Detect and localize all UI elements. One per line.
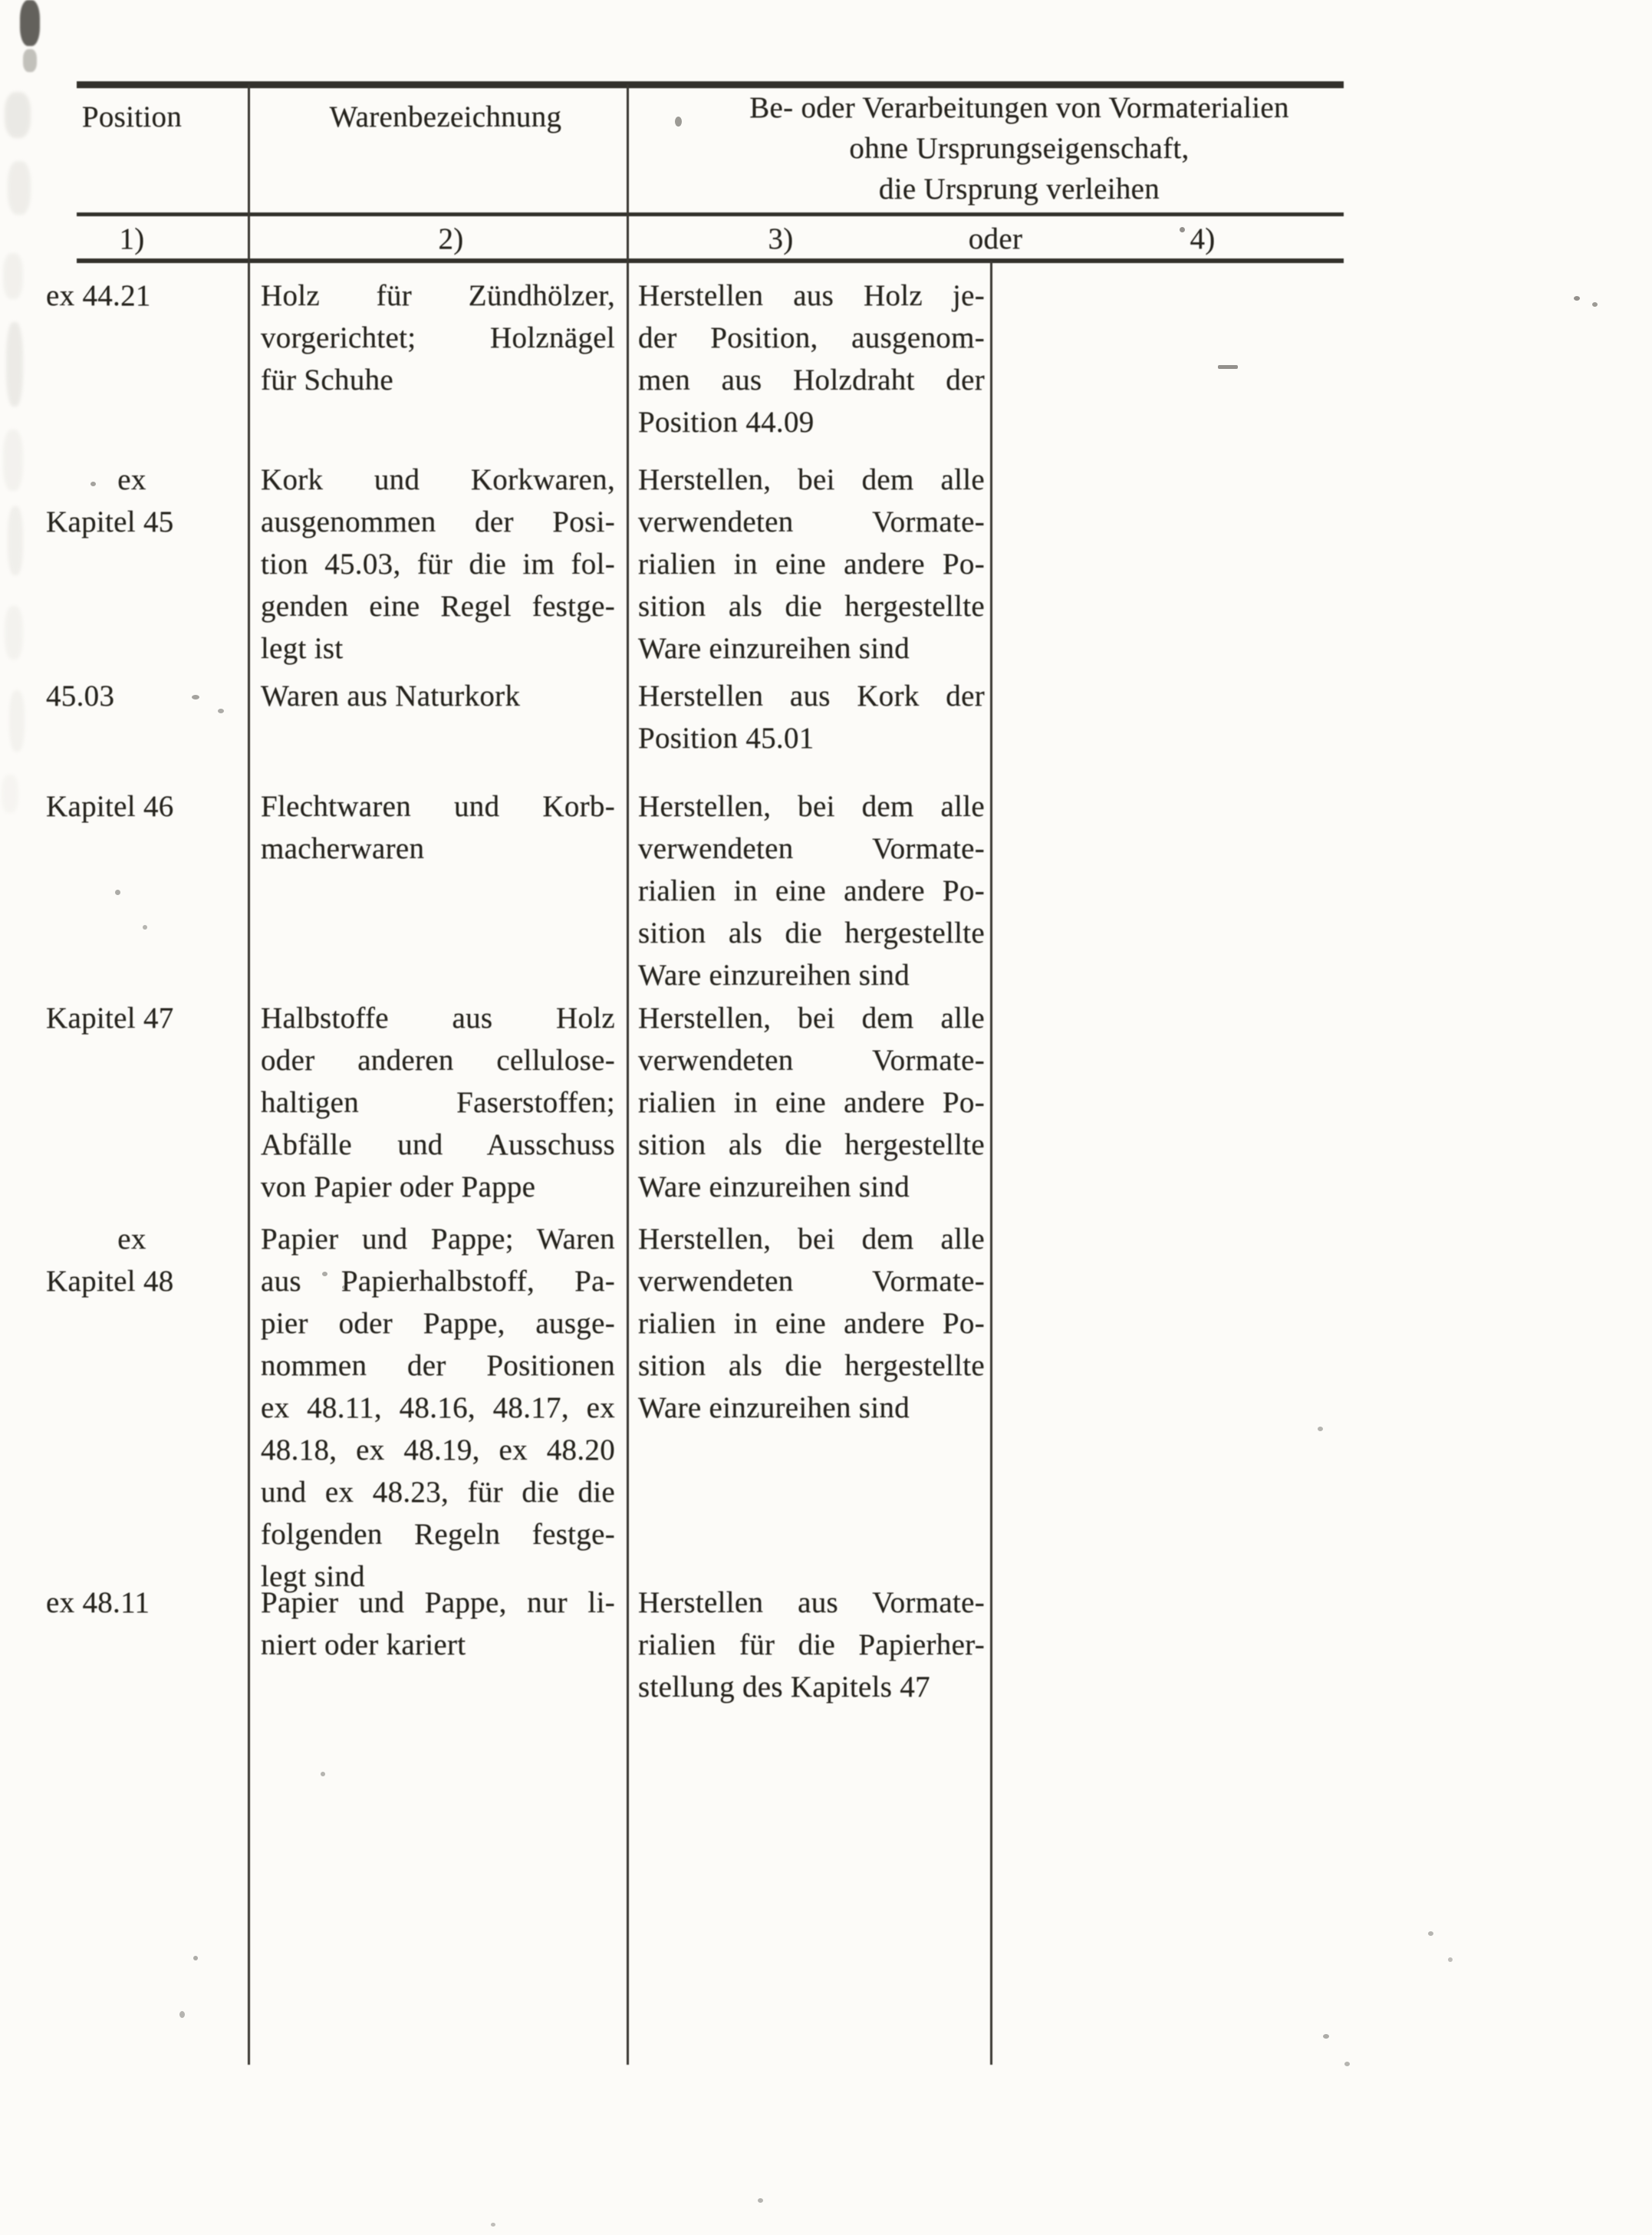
cell-description: Waren aus Naturkork [261,680,521,713]
cell-description: Halbstoffe aus Holz oder anderen cellulose- haltigen Faserstoffen; Abfälle und Ausschuss von Papier oder Pappe [261,1002,615,1203]
subheader-col3: 3) [768,222,794,255]
cell-description: Kork und Korkwaren, ausgenommen der Posi- tion 45.03, für die im fol- genden eine Regel festge- legt ist [261,463,615,665]
column-header-position: Position [81,100,183,133]
cell-rule: Herstellen, bei dem alle verwendeten Vormate- rialien in eine andere Po- sition als die hergestellte Ware einzureihen sind [638,790,985,992]
cell-position: ex 44.21 [46,279,151,312]
cell-position: 45.03 [46,680,115,713]
column-header-processing: Be- oder Verarbeitungen von Vormaterialien ohne Ursprungseigenschaft, die Ursprung verleihen [749,91,1289,206]
subheader-col2: 2) [438,222,464,255]
cell-description: Papier und Pappe; Waren aus Papierhalbstoff, Pa- pier oder Pappe, ausge- nommen der Positionen ex 48.11, 48.16, 48.17, ex 48.18, ex 48.19, ex 48.20 und ex 48.23, für die die folgenden Regeln festge- legt sind [261,1223,615,1593]
cell-position: Kapitel 47 [46,1002,174,1035]
cell-rule: Herstellen, bei dem alle verwendeten Vormate- rialien in eine andere Po- sition als die hergestellte Ware einzureihen sind [638,463,985,665]
column-divider-2 [627,84,629,2065]
cell-description: Papier und Pappe, nur li- niert oder kariert [261,1586,615,1661]
cell-description: Holz für Zündhölzer, vorgerichtet; Holznägel für Schuhe [261,279,615,397]
cell-rule: Herstellen aus Vormate- rialien für die Papierher- stellung des Kapitels 47 [638,1586,985,1703]
subheader-oder: oder [968,222,1023,255]
subheader-col4: 4) [1190,222,1216,255]
cell-rule: Herstellen, bei dem alle verwendeten Vormate- rialien in eine andere Po- sition als die hergestellte Ware einzureihen sind [638,1223,985,1424]
column-divider-1 [248,84,250,2065]
cell-rule: Herstellen aus Holz je- der Position, ausgenom- men aus Holzdraht der Position 44.09 [638,279,985,439]
column-divider-3 [990,261,992,2065]
cell-position: ex 48.11 [46,1586,150,1619]
cell-rule: Herstellen, bei dem alle verwendeten Vormate- rialien in eine andere Po- sition als die hergestellte Ware einzureihen sind [638,1002,985,1203]
table-header-rule [77,212,1344,216]
subheader-col1: 1) [119,222,145,255]
cell-position: ex Kapitel 48 [46,1223,174,1298]
cell-position: Kapitel 46 [46,790,174,823]
cell-position: ex Kapitel 45 [46,463,174,538]
cell-description: Flechtwaren und Korb- macherwaren [261,790,615,865]
column-header-warenbezeichnung: Warenbezeichnung [329,100,562,133]
cell-rule: Herstellen aus Kork der Position 45.01 [638,680,985,755]
